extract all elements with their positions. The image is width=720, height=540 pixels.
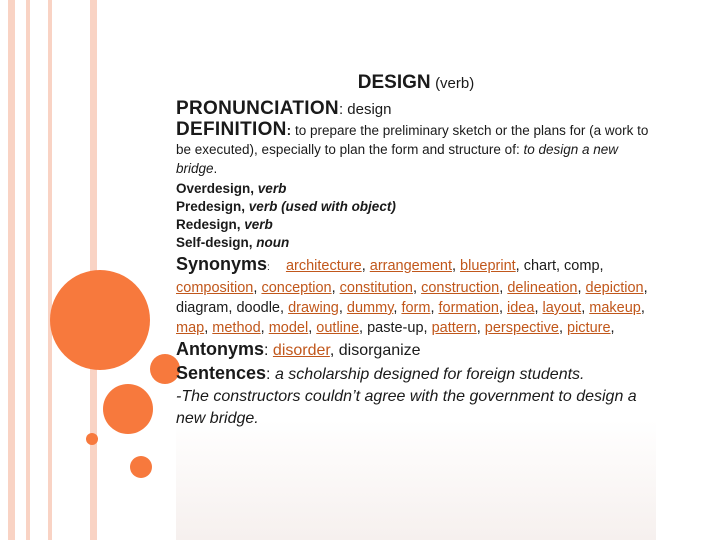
synonyms-block xyxy=(176,254,656,338)
derived-item: Self-design, noun xyxy=(176,235,290,250)
synonyms-colon: : xyxy=(267,262,270,273)
synonym-link-blueprint[interactable]: blueprint xyxy=(460,258,516,274)
synonym-link-delineation[interactable]: delineation xyxy=(507,280,578,296)
synonym-link-layout[interactable]: layout xyxy=(542,300,582,316)
synonym-link-map[interactable]: map xyxy=(176,320,205,336)
synonym-link-outline[interactable]: outline xyxy=(316,320,360,336)
synonym-link-conception[interactable]: conception xyxy=(261,280,332,296)
title-part-of-speech: (verb) xyxy=(435,75,475,92)
sentences-colon: : xyxy=(266,366,271,383)
title-word: DESIGN xyxy=(357,72,431,93)
definition-end: . xyxy=(213,161,218,176)
synonym-link-constitution[interactable]: constitution xyxy=(339,280,413,296)
synonym-link-form[interactable]: form xyxy=(401,300,431,316)
antonym-link-disorder[interactable]: disorder xyxy=(272,342,330,359)
definition-text: to prepare the preliminary sketch or the plans for (a work to be executed), especially to plan the form and structure of: xyxy=(176,123,649,157)
definition-label: DEFINITION xyxy=(176,119,287,140)
synonym-link-perspective[interactable]: perspective xyxy=(484,320,559,336)
synonym-link-arrangement[interactable]: arrangement xyxy=(369,258,452,274)
synonym-link-composition[interactable]: composition xyxy=(176,280,254,296)
pronunciation-label: PRONUNCIATION xyxy=(176,98,339,119)
antonyms-rest: , disorganize xyxy=(329,342,421,359)
background-fade xyxy=(176,420,656,540)
synonym-text-doodle: doodle xyxy=(236,300,280,316)
sentence-first: a scholarship designed for foreign students. xyxy=(274,366,585,383)
decorative-stripe xyxy=(8,0,15,540)
synonym-link-depiction[interactable]: depiction xyxy=(585,280,644,296)
synonym-link-dummy[interactable]: dummy xyxy=(346,300,394,316)
synonym-link-model[interactable]: model xyxy=(268,320,309,336)
antonyms-colon: : xyxy=(264,342,269,359)
slide-title xyxy=(176,72,656,94)
derived-item: Predesign, verb (used with object) xyxy=(176,199,396,214)
synonyms-label: Synonyms xyxy=(176,254,268,274)
antonyms-line xyxy=(176,340,656,360)
decorative-circle-medium xyxy=(103,384,153,434)
synonym-text-paste-up: paste-up xyxy=(367,320,424,336)
synonym-text-comp: comp xyxy=(564,258,600,274)
synonym-link-construction[interactable]: construction xyxy=(421,280,500,296)
synonym-link-method[interactable]: method xyxy=(212,320,261,336)
synonym-text-diagram: diagram xyxy=(176,300,229,316)
definition-colon: : xyxy=(286,123,292,138)
synonym-link-drawing[interactable]: drawing xyxy=(288,300,339,316)
pronunciation-value: : design xyxy=(338,101,392,118)
synonym-text-chart: chart xyxy=(523,258,556,274)
synonym-link-makeup[interactable]: makeup xyxy=(589,300,641,316)
decorative-circle-small xyxy=(130,456,152,478)
synonym-link-formation[interactable]: formation xyxy=(438,300,499,316)
slide-content xyxy=(176,72,656,430)
synonym-link-architecture[interactable]: architecture xyxy=(285,258,362,274)
antonyms-label: Antonyms xyxy=(176,339,265,359)
derived-forms xyxy=(176,180,656,252)
derived-item: Overdesign, verb xyxy=(176,181,287,196)
sentences-block xyxy=(176,362,656,430)
synonym-link-idea[interactable]: idea xyxy=(507,300,535,316)
synonym-link-pattern[interactable]: pattern xyxy=(431,320,477,336)
pronunciation-line xyxy=(176,98,656,120)
decorative-circle-tiny xyxy=(86,433,98,445)
definition-block xyxy=(176,120,656,178)
decorative-circle-large xyxy=(50,270,150,370)
synonym-link-picture[interactable]: picture xyxy=(567,320,611,336)
sentence-second: -The constructors couldn’t agree with the government to design a new bridge. xyxy=(176,388,637,427)
decorative-stripe xyxy=(48,0,52,540)
derived-item: Redesign, verb xyxy=(176,217,273,232)
definition-example: to design a new bridge xyxy=(176,142,619,176)
decorative-stripe xyxy=(26,0,30,540)
sentences-label: Sentences xyxy=(176,363,267,383)
synonyms-list: architecture, arrangement, blueprint, chart, comp, composition, conception, constitution, construction, delineation, depiction, diagram, doodle, drawing, dummy, form, formation, idea, layout, makeup, map, method, model, outline, paste-up, pattern, perspective, picture, xyxy=(176,258,648,336)
